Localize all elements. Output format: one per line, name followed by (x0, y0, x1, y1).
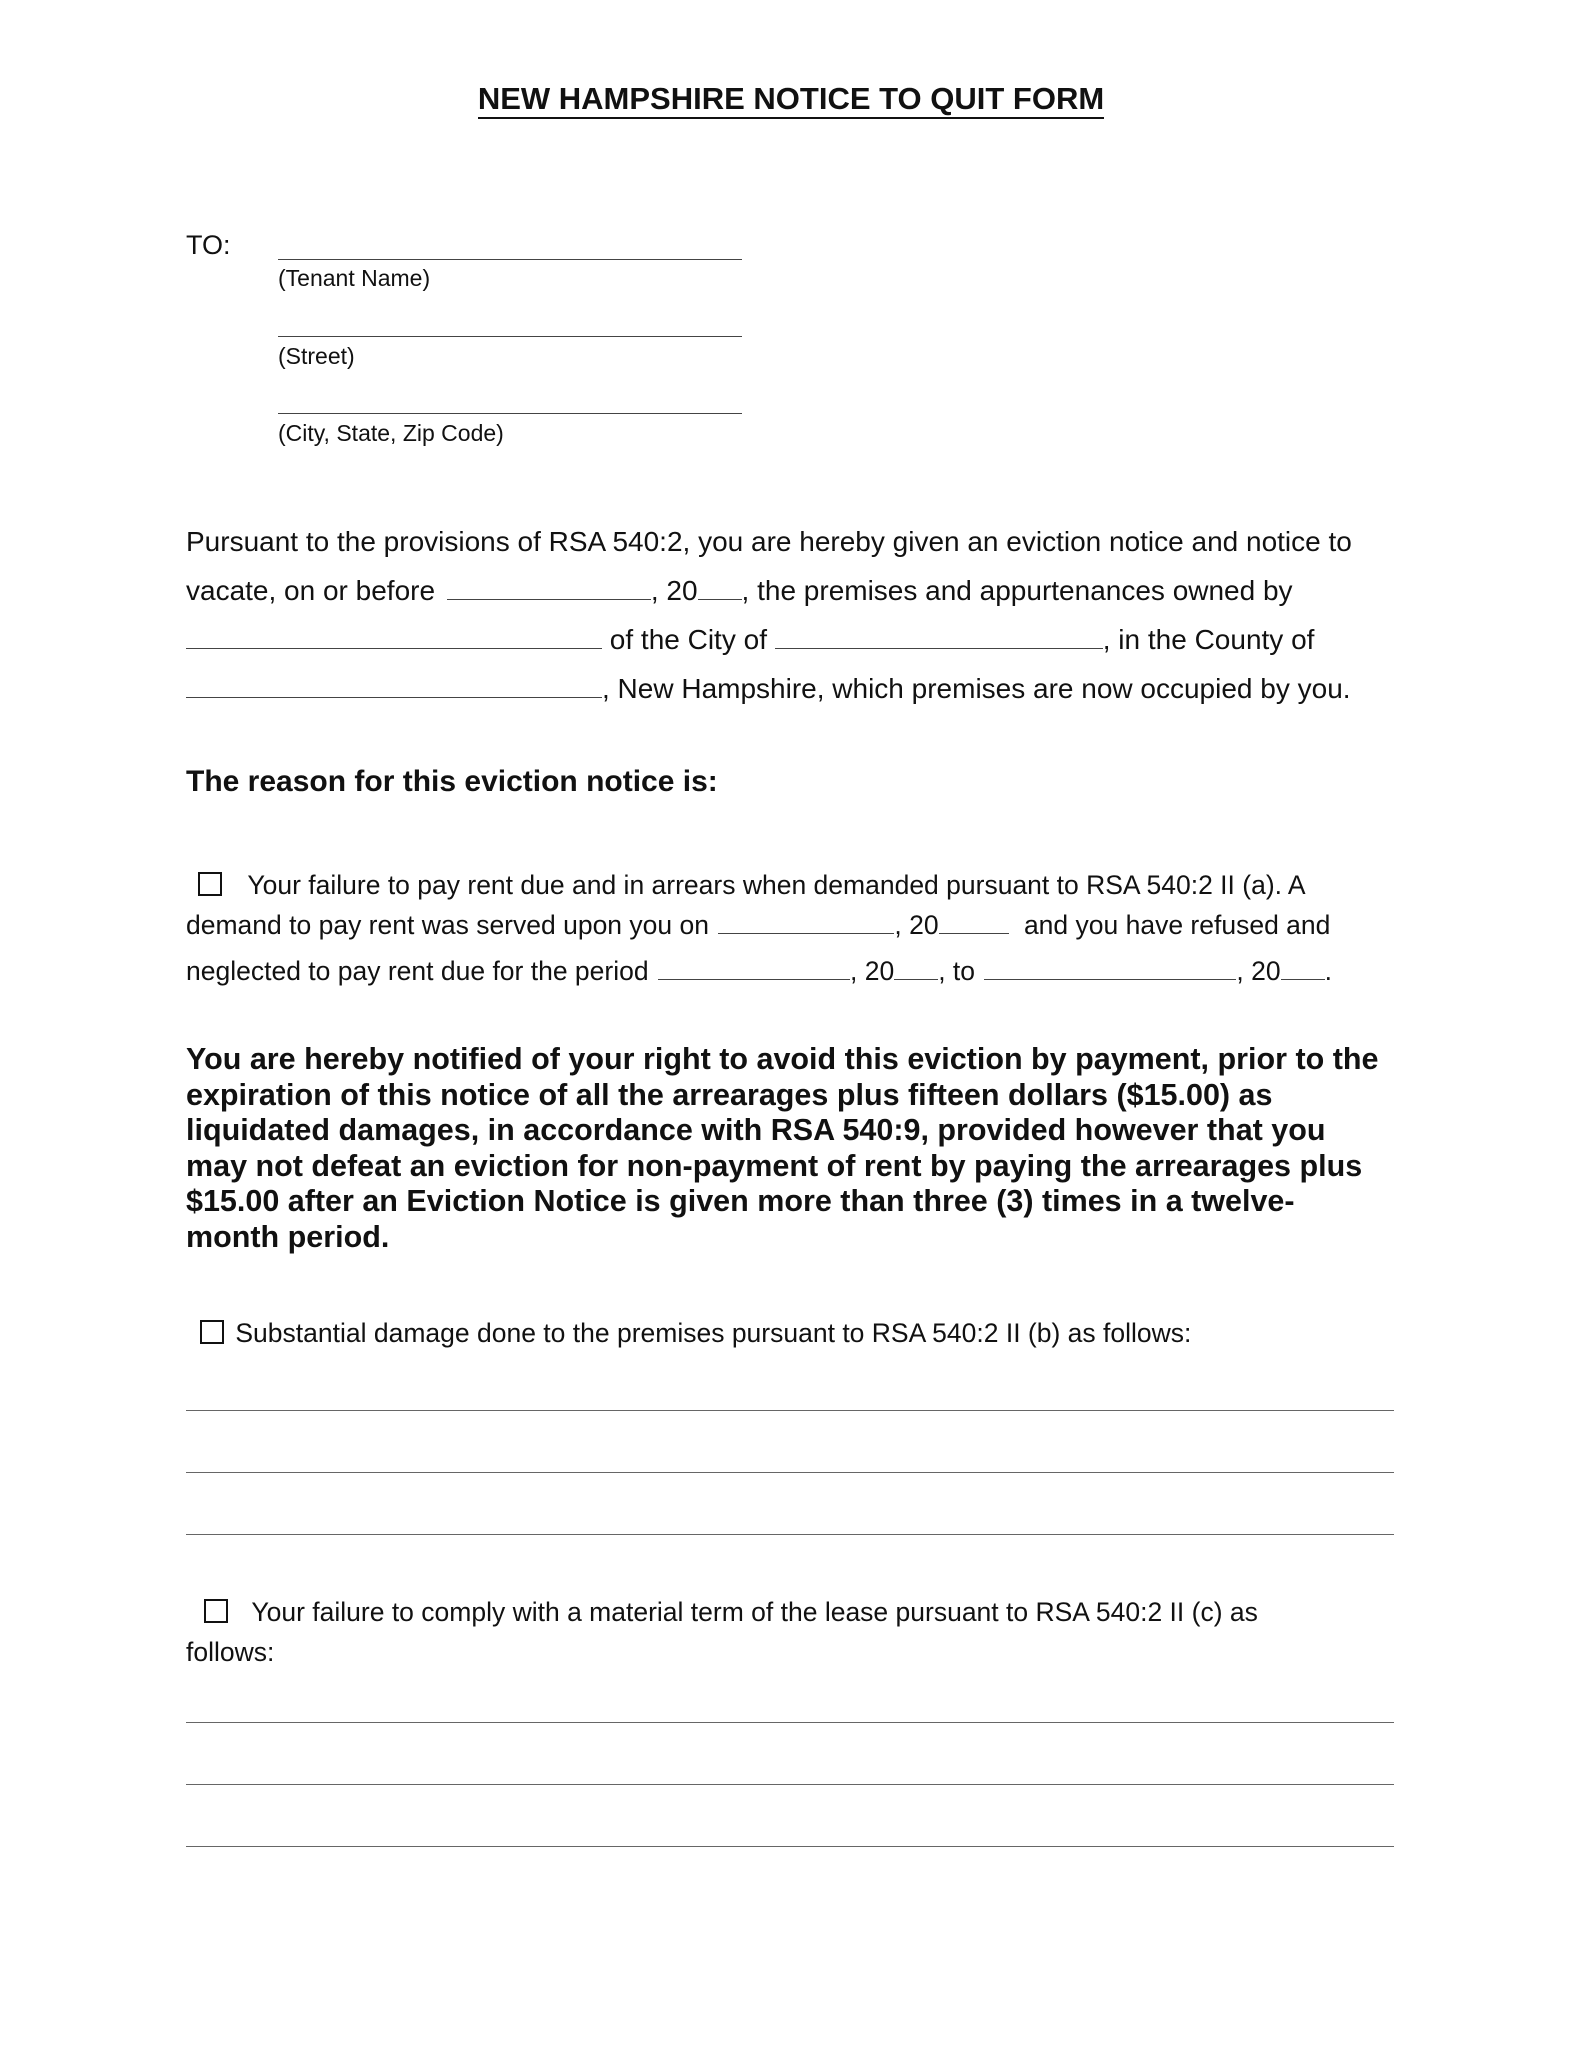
street-caption: (Street) (278, 343, 355, 369)
reason-lease-line-1-text: Your failure to comply with a material term of the lease pursuant to RSA 540:2 II (c) as (251, 1597, 1258, 1627)
notice-line-4 (186, 664, 1352, 713)
reason-nonpayment-line-3-text-d: , 20 (1236, 956, 1281, 986)
notice-paragraph (186, 517, 1352, 713)
nonpayment-checkbox[interactable] (198, 872, 222, 896)
notice-line-3-text-b: , in the County of (1102, 624, 1315, 655)
street-field[interactable] (278, 336, 742, 337)
period-end-date-field[interactable] (984, 957, 1236, 980)
demand-year-field[interactable] (939, 911, 1009, 934)
reason-nonpayment-line-3-text-c: , to (938, 956, 976, 986)
reason-damage-text: Substantial damage done to the premises pursuant to RSA 540:2 II (b) as follows: (235, 1318, 1192, 1348)
county-field[interactable] (186, 675, 602, 698)
notice-line-2-text-c: , the premises and appurtenances owned by (741, 575, 1293, 606)
cure-notice-paragraph: You are hereby notified of your right to avoid this eviction by payment, prior to the expiration of this notice of all the arrearages plus fifteen dollars ($15.00) as liquidated damages, in accordance with RSA 540:9, provided however that you may not defeat an eviction for non-payment of rent by paying the arrearages plus $15.00 after an Eviction Notice is given more than three (3) times in a twelve-month period. (186, 1042, 1379, 1254)
reason-heading: The reason for this eviction notice is: (186, 765, 718, 798)
notice-line-3 (186, 615, 1352, 664)
reason-nonpayment-line-1-text: Your failure to pay rent due and in arrears when demanded pursuant to RSA 540:2 II (a). A (247, 870, 1306, 900)
notice-line-3-text-a: of the City of (609, 624, 767, 655)
damage-detail-line-3[interactable] (186, 1534, 1394, 1535)
reason-nonpayment-line-1 (186, 865, 1332, 905)
period-end-year-field[interactable] (1281, 957, 1325, 980)
damage-detail-line-1[interactable] (186, 1410, 1394, 1411)
reason-nonpayment-line-3-text-a: neglected to pay rent due for the period (186, 956, 649, 986)
reason-nonpayment-line-3-text-b: , 20 (849, 956, 895, 986)
page-title-text: NEW HAMPSHIRE NOTICE TO QUIT FORM (478, 81, 1104, 119)
tenant-name-field[interactable] (278, 259, 742, 260)
owner-name-field[interactable] (186, 626, 602, 649)
lease-violation-checkbox[interactable] (204, 1599, 228, 1623)
vacate-year-field[interactable] (698, 577, 742, 600)
reason-lease-line-2-text: follows: (186, 1637, 275, 1667)
notice-line-2-text-b: , 20 (650, 575, 698, 606)
period-start-date-field[interactable] (658, 957, 850, 980)
to-label: TO: (186, 230, 231, 260)
reason-nonpayment-line-2-text-a: demand to pay rent was served upon you on (186, 910, 709, 940)
reason-nonpayment-line-3-text-e: . (1324, 956, 1332, 986)
lease-detail-line-2[interactable] (186, 1784, 1394, 1785)
reason-lease-violation (186, 1592, 1258, 1672)
page-title (0, 80, 1582, 118)
tenant-name-caption: (Tenant Name) (278, 265, 431, 291)
reason-lease-line-1 (186, 1592, 1258, 1632)
reason-nonpayment-line-2-text-b: , 20 (894, 910, 939, 940)
reason-lease-line-2 (186, 1632, 1258, 1672)
damage-checkbox[interactable] (200, 1320, 224, 1344)
reason-nonpayment-line-2 (186, 905, 1332, 945)
reason-nonpayment (186, 865, 1332, 991)
city-state-zip-caption: (City, State, Zip Code) (278, 420, 504, 446)
lease-detail-line-1[interactable] (186, 1722, 1394, 1723)
lease-detail-line-3[interactable] (186, 1846, 1394, 1847)
demand-date-field[interactable] (718, 911, 894, 934)
damage-detail-line-2[interactable] (186, 1472, 1394, 1473)
notice-line-2 (186, 566, 1352, 615)
reason-nonpayment-line-2-text-c: and you have refused and (1023, 910, 1331, 940)
city-field[interactable] (775, 626, 1103, 649)
notice-line-4-text: , New Hampshire, which premises are now occupied by you. (602, 673, 1351, 704)
period-start-year-field[interactable] (894, 957, 938, 980)
reason-damage (200, 1313, 1191, 1353)
reason-nonpayment-line-3 (186, 951, 1332, 991)
city-state-zip-field[interactable] (278, 413, 742, 414)
notice-line-1 (186, 517, 1352, 566)
notice-line-1-text: Pursuant to the provisions of RSA 540:2, you are hereby given an eviction notice and notice to (186, 526, 1352, 557)
notice-line-2-text-a: vacate, on or before (186, 575, 436, 606)
vacate-date-field[interactable] (447, 577, 651, 600)
